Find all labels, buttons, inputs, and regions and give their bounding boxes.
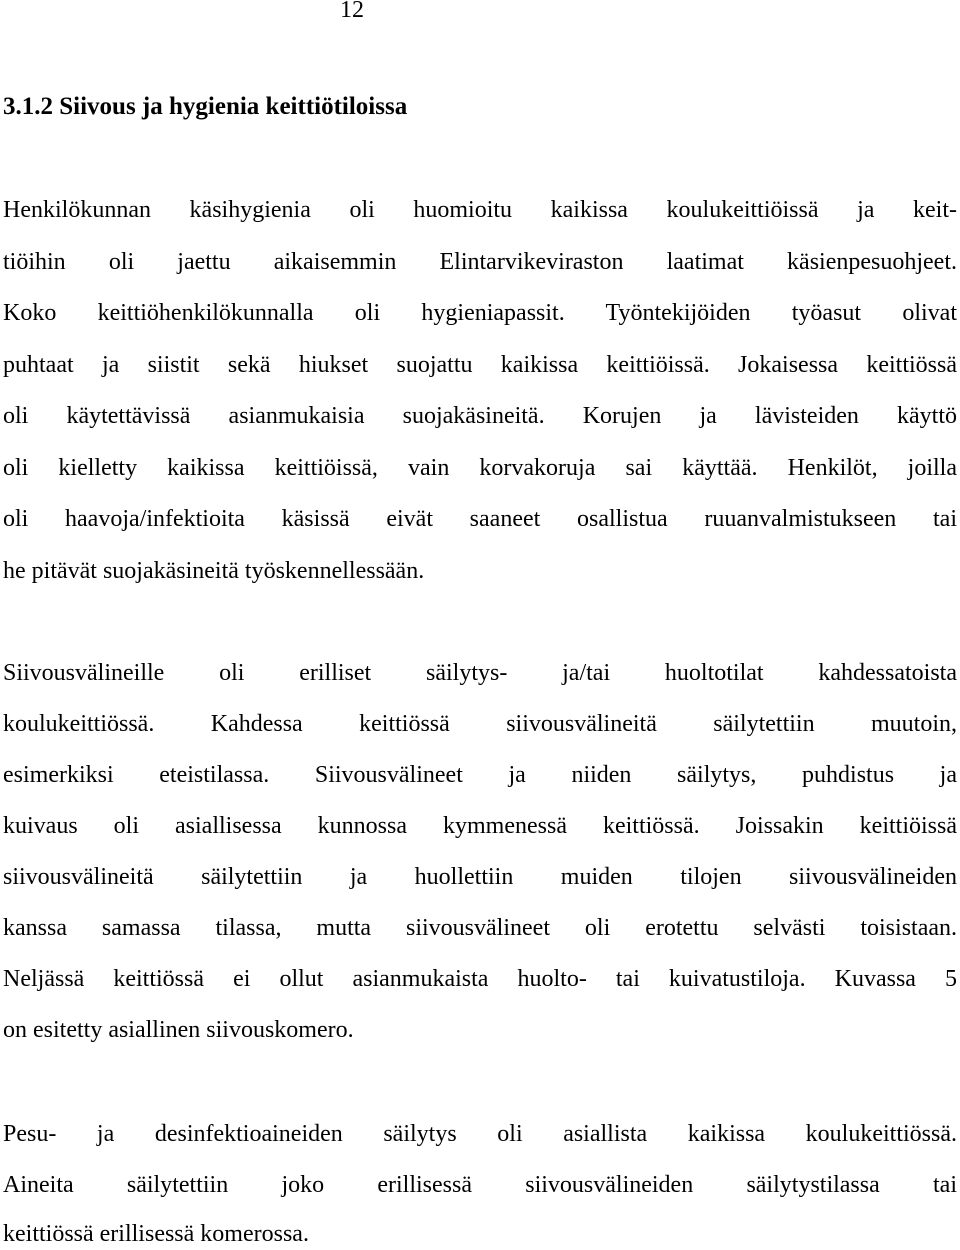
text-line: on esitetty asiallinen siivouskomero. bbox=[3, 1017, 354, 1043]
text-line: he pitävät suojakäsineitä työskennellessään. bbox=[3, 558, 425, 584]
text-line: keittiössä erillisessä komerossa. bbox=[3, 1221, 309, 1247]
text-line: oli käytettävissä asianmukaisia suojakäsineitä. Korujen ja lävisteiden käyttö bbox=[3, 403, 957, 429]
text-line: Henkilökunnan käsihygienia oli huomioitu kaikissa koulukeittiöissä ja keit- bbox=[3, 197, 957, 223]
text-line: puhtaat ja siistit sekä hiukset suojattu kaikissa keittiöissä. Jokaisessa keittiössä bbox=[3, 352, 957, 378]
text-line: esimerkiksi eteistilassa. Siivousvälineet ja niiden säilytys, puhdistus ja bbox=[3, 762, 957, 788]
text-line: Koko keittiöhenkilökunnalla oli hygieniapassit. Työntekijöiden työasut olivat bbox=[3, 300, 957, 326]
text-line: oli haavoja/infektioita käsissä eivät saaneet osallistua ruuanvalmistukseen tai bbox=[3, 506, 957, 532]
text-line: tiöihin oli jaettu aikaisemmin Elintarvikeviraston laatimat käsienpesuohjeet. bbox=[3, 249, 957, 275]
page-number: 12 bbox=[340, 0, 364, 23]
text-line: Siivousvälineille oli erilliset säilytys- ja/tai huoltotilat kahdessatoista bbox=[3, 660, 957, 686]
text-line: kanssa samassa tilassa, mutta siivousvälineet oli erotettu selvästi toisistaan. bbox=[3, 915, 957, 941]
text-line: oli kielletty kaikissa keittiöissä, vain korvakoruja sai käyttää. Henkilöt, joilla bbox=[3, 455, 957, 481]
section-heading: 3.1.2 Siivous ja hygienia keittiötiloissa bbox=[3, 93, 408, 120]
text-line: kuivaus oli asiallisessa kunnossa kymmenessä keittiössä. Joissakin keittiöissä bbox=[3, 813, 957, 839]
text-line: Pesu- ja desinfektioaineiden säilytys oli asiallista kaikissa koulukeittiössä. bbox=[3, 1121, 957, 1147]
text-line: siivousvälineitä säilytettiin ja huollettiin muiden tilojen siivousvälineiden bbox=[3, 864, 957, 890]
text-line: Aineita säilytettiin joko erillisessä siivousvälineiden säilytystilassa tai bbox=[3, 1172, 957, 1198]
text-line: Neljässä keittiössä ei ollut asianmukaista huolto- tai kuivatustiloja. Kuvassa 5 bbox=[3, 966, 957, 992]
text-line: koulukeittiössä. Kahdessa keittiössä siivousvälineitä säilytettiin muutoin, bbox=[3, 711, 957, 737]
